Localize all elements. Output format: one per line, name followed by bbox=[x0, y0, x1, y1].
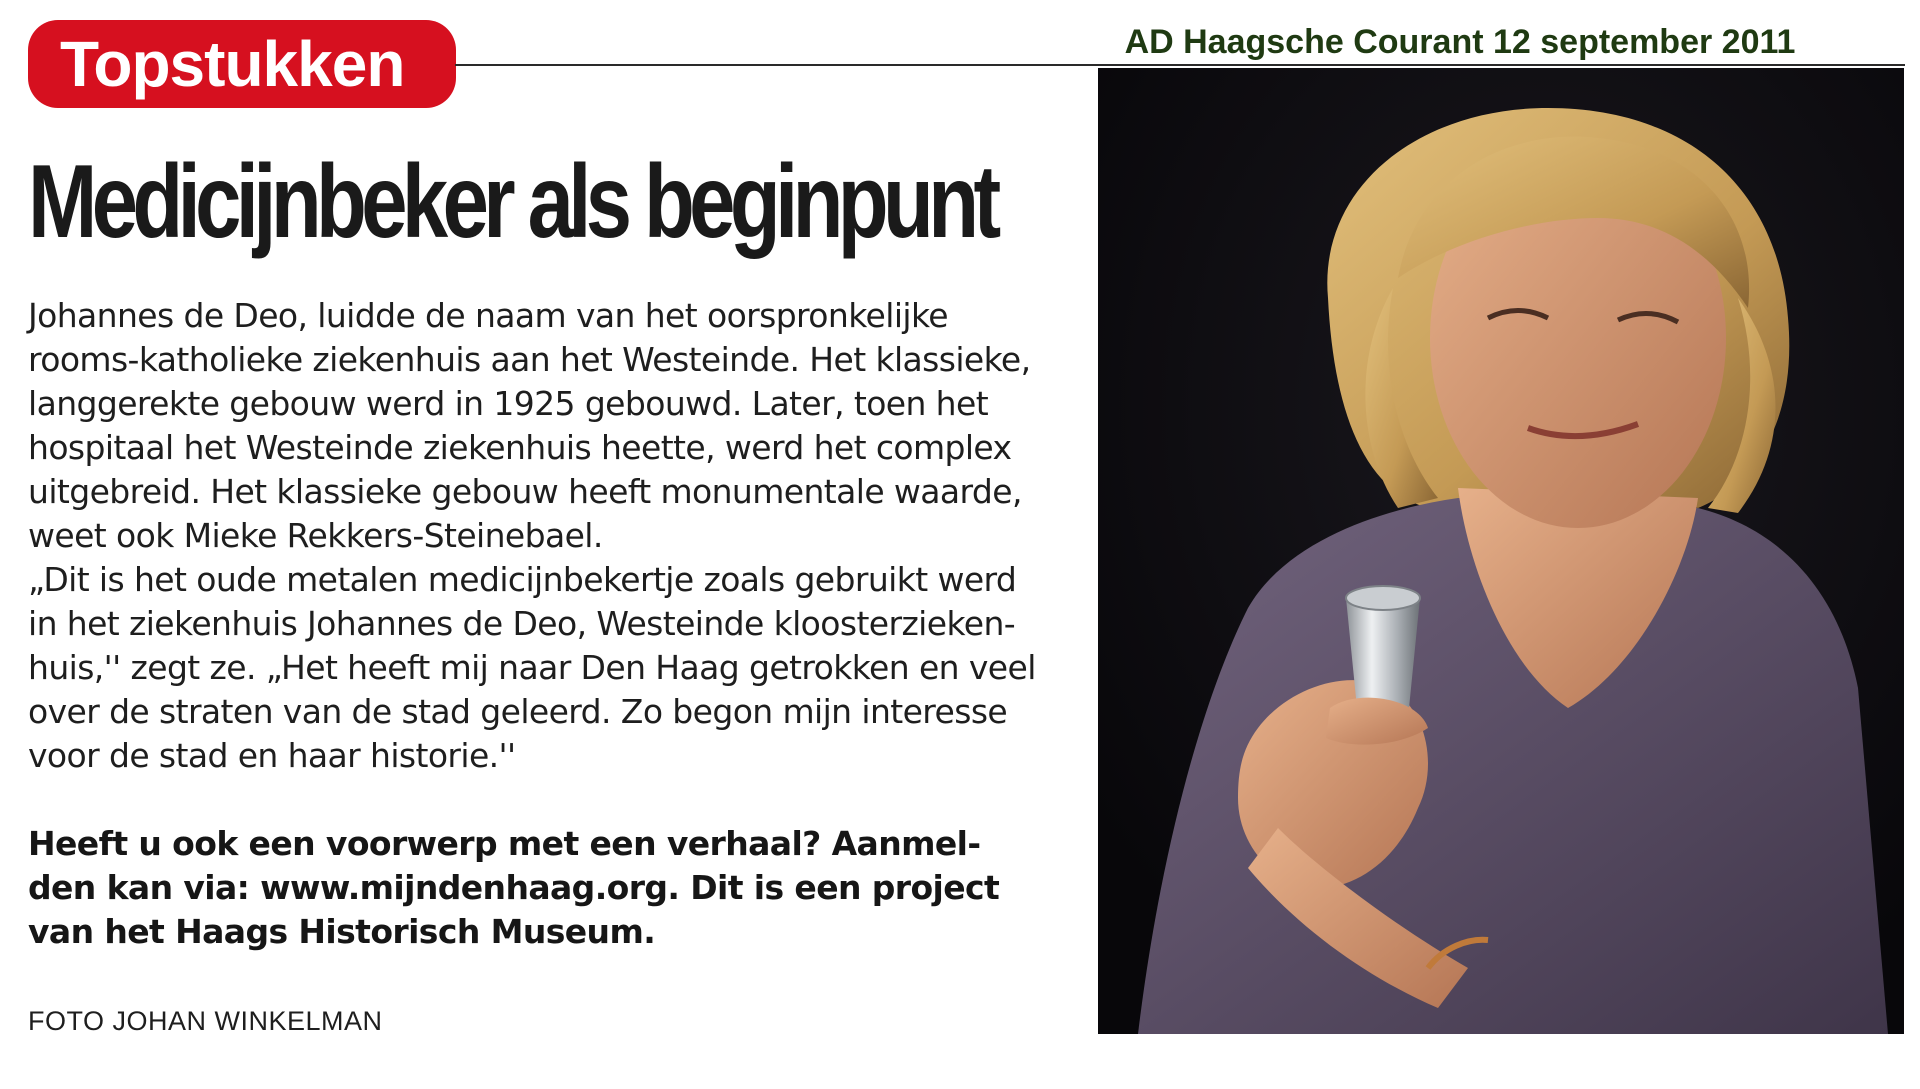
body-line: huis,'' zegt ze. „Het heeft mij naar Den Haag getrokken en veel bbox=[28, 648, 1036, 687]
body-line: in het ziekenhuis Johannes de Deo, Westeinde kloosterzieken- bbox=[28, 604, 1016, 643]
cta-line: den kan via: www.mijndenhaag.org. Dit is een project bbox=[28, 868, 1000, 907]
body-line: over de straten van de stad geleerd. Zo begon mijn interesse bbox=[28, 692, 1008, 731]
body-line: hospitaal het Westeinde ziekenhuis heette, werd het complex bbox=[28, 428, 1012, 467]
headline: Medicijnbeker als beginpunt bbox=[28, 144, 996, 260]
call-to-action bbox=[28, 822, 1088, 954]
portrait-photo bbox=[1098, 68, 1904, 1034]
portrait-illustration bbox=[1098, 68, 1904, 1034]
body-line: Johannes de Deo, luidde de naam van het oorspronkelijke bbox=[28, 296, 948, 335]
article-body bbox=[28, 294, 1088, 778]
photo-credit: FOTO JOHAN WINKELMAN bbox=[28, 1006, 383, 1036]
body-line: weet ook Mieke Rekkers-Steinebael. bbox=[28, 516, 603, 555]
section-tag: Topstukken bbox=[28, 20, 456, 108]
cta-line: Heeft u ook een voorwerp met een verhaal? Aanmel- bbox=[28, 824, 981, 863]
cta-line: van het Haags Historisch Museum. bbox=[28, 912, 656, 951]
body-line: voor de stad en haar historie.'' bbox=[28, 736, 516, 775]
body-line: langgerekte gebouw werd in 1925 gebouwd. Later, toen het bbox=[28, 384, 989, 423]
body-line: „Dit is het oude metalen medicijnbekertje zoals gebruikt werd bbox=[28, 560, 1017, 599]
source-caption: AD Haagsche Courant 12 september 2011 bbox=[1100, 20, 1820, 64]
body-line: uitgebreid. Het klassieke gebouw heeft monumentale waarde, bbox=[28, 472, 1022, 511]
body-line: rooms-katholieke ziekenhuis aan het Westeinde. Het klassieke, bbox=[28, 340, 1031, 379]
header-rule bbox=[455, 64, 1905, 66]
